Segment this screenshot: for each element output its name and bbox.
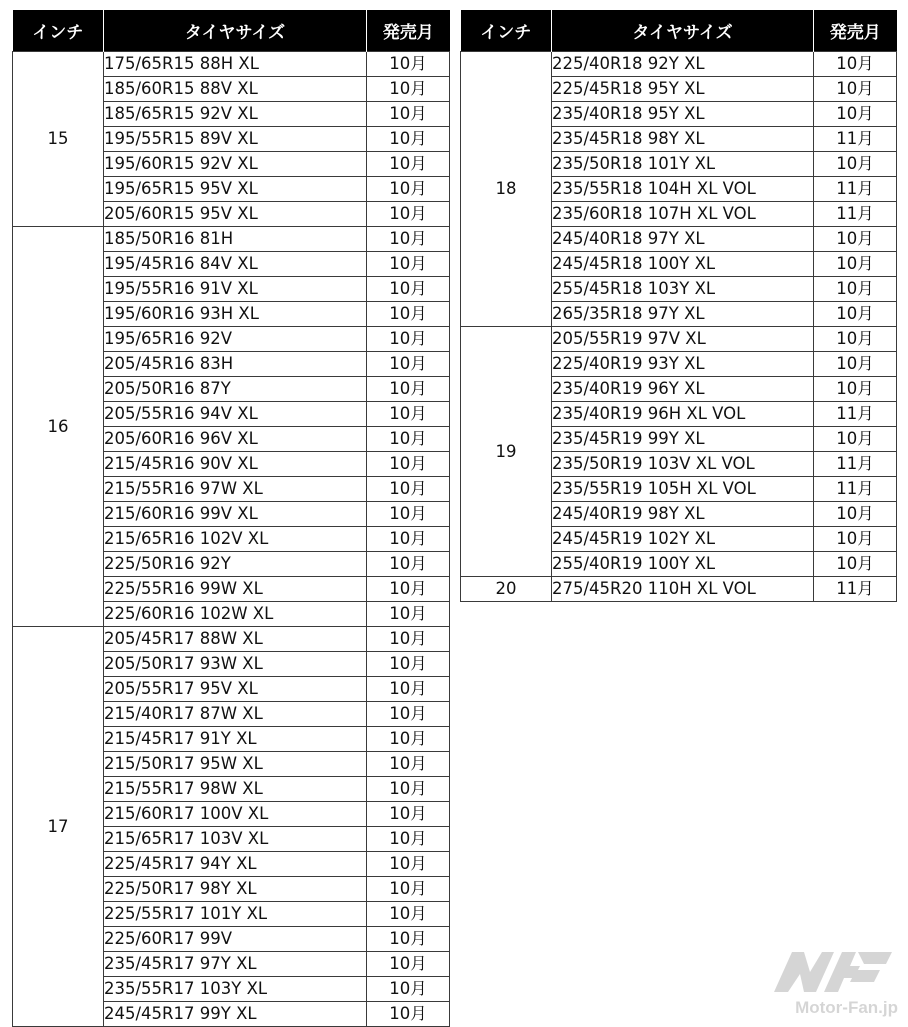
tire-size-cell: 225/40R18 92Y XL: [552, 52, 814, 77]
inch-cell: 19: [461, 327, 552, 577]
release-month-cell: 10月: [367, 77, 450, 102]
tire-size-cell: 245/45R18 100Y XL: [552, 252, 814, 277]
release-month-cell: 10月: [367, 552, 450, 577]
table-row: [461, 52, 897, 77]
header-row: [461, 10, 897, 52]
tire-size-cell: 195/65R15 95V XL: [104, 177, 367, 202]
release-month-cell: 10月: [367, 652, 450, 677]
motor-fan-watermark: [758, 948, 898, 1018]
release-month-cell: 10月: [367, 102, 450, 127]
tire-size-cell: 205/60R16 96V XL: [104, 427, 367, 452]
release-month-cell: 10月: [367, 427, 450, 452]
inch-cell: 20: [461, 577, 552, 602]
release-month-cell: 10月: [814, 152, 897, 177]
tire-size-cell: 235/45R18 98Y XL: [552, 127, 814, 152]
release-month-cell: 10月: [814, 427, 897, 452]
release-month-cell: 10月: [367, 877, 450, 902]
release-month-cell: 10月: [367, 177, 450, 202]
tire-size-cell: 245/45R19 102Y XL: [552, 527, 814, 552]
header-row: [13, 10, 450, 52]
tire-size-cell: 235/50R19 103V XL VOL: [552, 452, 814, 477]
release-month-cell: 10月: [814, 327, 897, 352]
tire-size-cell: 265/35R18 97Y XL: [552, 302, 814, 327]
release-month-cell: 10月: [814, 102, 897, 127]
tire-size-cell: 235/55R17 103Y XL: [104, 977, 367, 1002]
tire-size-cell: 205/45R16 83H: [104, 352, 367, 377]
inch-cell: 18: [461, 52, 552, 327]
release-month-cell: 10月: [367, 727, 450, 752]
release-month-cell: 10月: [814, 352, 897, 377]
release-month-cell: 10月: [367, 352, 450, 377]
release-month-cell: 10月: [367, 52, 450, 77]
tire-size-cell: 185/50R16 81H: [104, 227, 367, 252]
release-month-header: 発売月: [814, 10, 897, 52]
table-row: [461, 577, 897, 602]
release-month-cell: 10月: [367, 952, 450, 977]
release-month-cell: 10月: [814, 502, 897, 527]
inch-cell: 16: [13, 227, 104, 627]
release-month-cell: 10月: [367, 327, 450, 352]
release-month-cell: 11月: [814, 177, 897, 202]
release-month-cell: 10月: [814, 377, 897, 402]
release-month-cell: 10月: [367, 127, 450, 152]
tire-size-cell: 235/45R19 99Y XL: [552, 427, 814, 452]
release-month-cell: 10月: [367, 627, 450, 652]
tire-size-cell: 175/65R15 88H XL: [104, 52, 367, 77]
release-month-cell: 10月: [367, 377, 450, 402]
table-row: [13, 627, 450, 652]
tire-size-cell: 215/45R17 91Y XL: [104, 727, 367, 752]
tire-size-cell: 235/40R18 95Y XL: [552, 102, 814, 127]
release-month-cell: 10月: [367, 452, 450, 477]
tire-size-cell: 215/65R17 103V XL: [104, 827, 367, 852]
release-month-cell: 10月: [367, 677, 450, 702]
tire-size-cell: 235/55R18 104H XL VOL: [552, 177, 814, 202]
release-month-cell: 11月: [814, 452, 897, 477]
release-month-cell: 10月: [814, 527, 897, 552]
release-month-cell: 10月: [367, 202, 450, 227]
tire-size-cell: 225/50R16 92Y: [104, 552, 367, 577]
tire-size-cell: 215/60R17 100V XL: [104, 802, 367, 827]
tire-size-cell: 225/55R17 101Y XL: [104, 902, 367, 927]
tire-size-header: タイヤサイズ: [552, 10, 814, 52]
tire-size-cell: 195/45R16 84V XL: [104, 252, 367, 277]
tire-size-cell: 235/55R19 105H XL VOL: [552, 477, 814, 502]
release-month-cell: 11月: [814, 202, 897, 227]
tire-size-cell: 225/55R16 99W XL: [104, 577, 367, 602]
tire-size-cell: 225/50R17 98Y XL: [104, 877, 367, 902]
tire-size-cell: 215/45R16 90V XL: [104, 452, 367, 477]
release-month-cell: 10月: [367, 277, 450, 302]
inch-cell: 15: [13, 52, 104, 227]
tire-size-cell: 195/55R16 91V XL: [104, 277, 367, 302]
tire-size-cell: 235/60R18 107H XL VOL: [552, 202, 814, 227]
tire-size-cell: 215/50R17 95W XL: [104, 752, 367, 777]
tire-size-cell: 185/65R15 92V XL: [104, 102, 367, 127]
tire-size-cell: 225/60R16 102W XL: [104, 602, 367, 627]
tire-size-cell: 275/45R20 110H XL VOL: [552, 577, 814, 602]
release-month-cell: 10月: [814, 252, 897, 277]
release-month-cell: 10月: [367, 577, 450, 602]
tire-size-cell: 195/60R15 92V XL: [104, 152, 367, 177]
release-month-cell: 10月: [367, 1002, 450, 1027]
release-month-cell: 10月: [367, 477, 450, 502]
release-month-cell: 11月: [814, 127, 897, 152]
tire-size-cell: 195/60R16 93H XL: [104, 302, 367, 327]
tire-size-cell: 215/40R17 87W XL: [104, 702, 367, 727]
release-month-cell: 10月: [367, 852, 450, 877]
tire-size-cell: 205/45R17 88W XL: [104, 627, 367, 652]
tire-size-cell: 235/45R17 97Y XL: [104, 952, 367, 977]
tire-size-cell: 205/55R16 94V XL: [104, 402, 367, 427]
tire-size-cell: 245/40R19 98Y XL: [552, 502, 814, 527]
tire-size-cell: 215/60R16 99V XL: [104, 502, 367, 527]
tire-size-cell: 245/45R17 99Y XL: [104, 1002, 367, 1027]
tire-size-cell: 235/40R19 96Y XL: [552, 377, 814, 402]
tire-size-cell: 205/50R17 93W XL: [104, 652, 367, 677]
table-row: [461, 327, 897, 352]
watermark-text: Motor-Fan.jp: [795, 998, 898, 1017]
release-month-cell: 11月: [814, 402, 897, 427]
release-month-cell: 10月: [814, 227, 897, 252]
inch-cell: 17: [13, 627, 104, 1027]
tire-size-cell: 225/60R17 99V: [104, 927, 367, 952]
release-month-cell: 10月: [814, 52, 897, 77]
release-month-cell: 10月: [367, 927, 450, 952]
release-month-cell: 10月: [367, 402, 450, 427]
release-month-cell: 10月: [367, 777, 450, 802]
tire-size-cell: 215/55R16 97W XL: [104, 477, 367, 502]
release-month-cell: 10月: [367, 902, 450, 927]
table-row: [13, 52, 450, 77]
tire-size-cell: 235/40R19 96H XL VOL: [552, 402, 814, 427]
tire-size-cell: 245/40R18 97Y XL: [552, 227, 814, 252]
inch-header: インチ: [461, 10, 552, 52]
tire-size-cell: 225/45R17 94Y XL: [104, 852, 367, 877]
tire-size-cell: 235/50R18 101Y XL: [552, 152, 814, 177]
tire-size-cell: 255/40R19 100Y XL: [552, 552, 814, 577]
tire-size-cell: 255/45R18 103Y XL: [552, 277, 814, 302]
release-month-cell: 10月: [367, 502, 450, 527]
tire-size-cell: 225/45R18 95Y XL: [552, 77, 814, 102]
release-month-cell: 10月: [367, 602, 450, 627]
tire-size-cell: 195/55R15 89V XL: [104, 127, 367, 152]
release-month-cell: 10月: [814, 277, 897, 302]
tire-size-cell: 225/40R19 93Y XL: [552, 352, 814, 377]
tire-size-cell: 205/55R19 97V XL: [552, 327, 814, 352]
release-month-cell: 10月: [367, 252, 450, 277]
motor-fan-logo-icon: [764, 948, 894, 994]
tire-size-cell: 185/60R15 88V XL: [104, 77, 367, 102]
release-month-cell: 10月: [367, 152, 450, 177]
release-month-cell: 10月: [367, 702, 450, 727]
tire-size-cell: 215/55R17 98W XL: [104, 777, 367, 802]
tire-size-cell: 215/65R16 102V XL: [104, 527, 367, 552]
inch-header: インチ: [13, 10, 104, 52]
release-month-cell: 10月: [367, 827, 450, 852]
table-row: [13, 227, 450, 252]
tire-size-cell: 195/65R16 92V: [104, 327, 367, 352]
release-month-header: 発売月: [367, 10, 450, 52]
release-month-cell: 10月: [814, 302, 897, 327]
release-month-cell: 10月: [367, 302, 450, 327]
release-month-cell: 10月: [367, 752, 450, 777]
release-month-cell: 10月: [814, 77, 897, 102]
release-month-cell: 10月: [367, 527, 450, 552]
tire-size-cell: 205/55R17 95V XL: [104, 677, 367, 702]
release-month-cell: 10月: [367, 977, 450, 1002]
tire-size-header: タイヤサイズ: [104, 10, 367, 52]
tire-size-table-left: [12, 10, 450, 1027]
release-month-cell: 10月: [814, 552, 897, 577]
release-month-cell: 11月: [814, 577, 897, 602]
tire-size-cell: 205/60R15 95V XL: [104, 202, 367, 227]
release-month-cell: 10月: [367, 227, 450, 252]
release-month-cell: 11月: [814, 477, 897, 502]
tire-size-table-right: [460, 10, 897, 602]
tire-size-cell: 205/50R16 87Y: [104, 377, 367, 402]
release-month-cell: 10月: [367, 802, 450, 827]
